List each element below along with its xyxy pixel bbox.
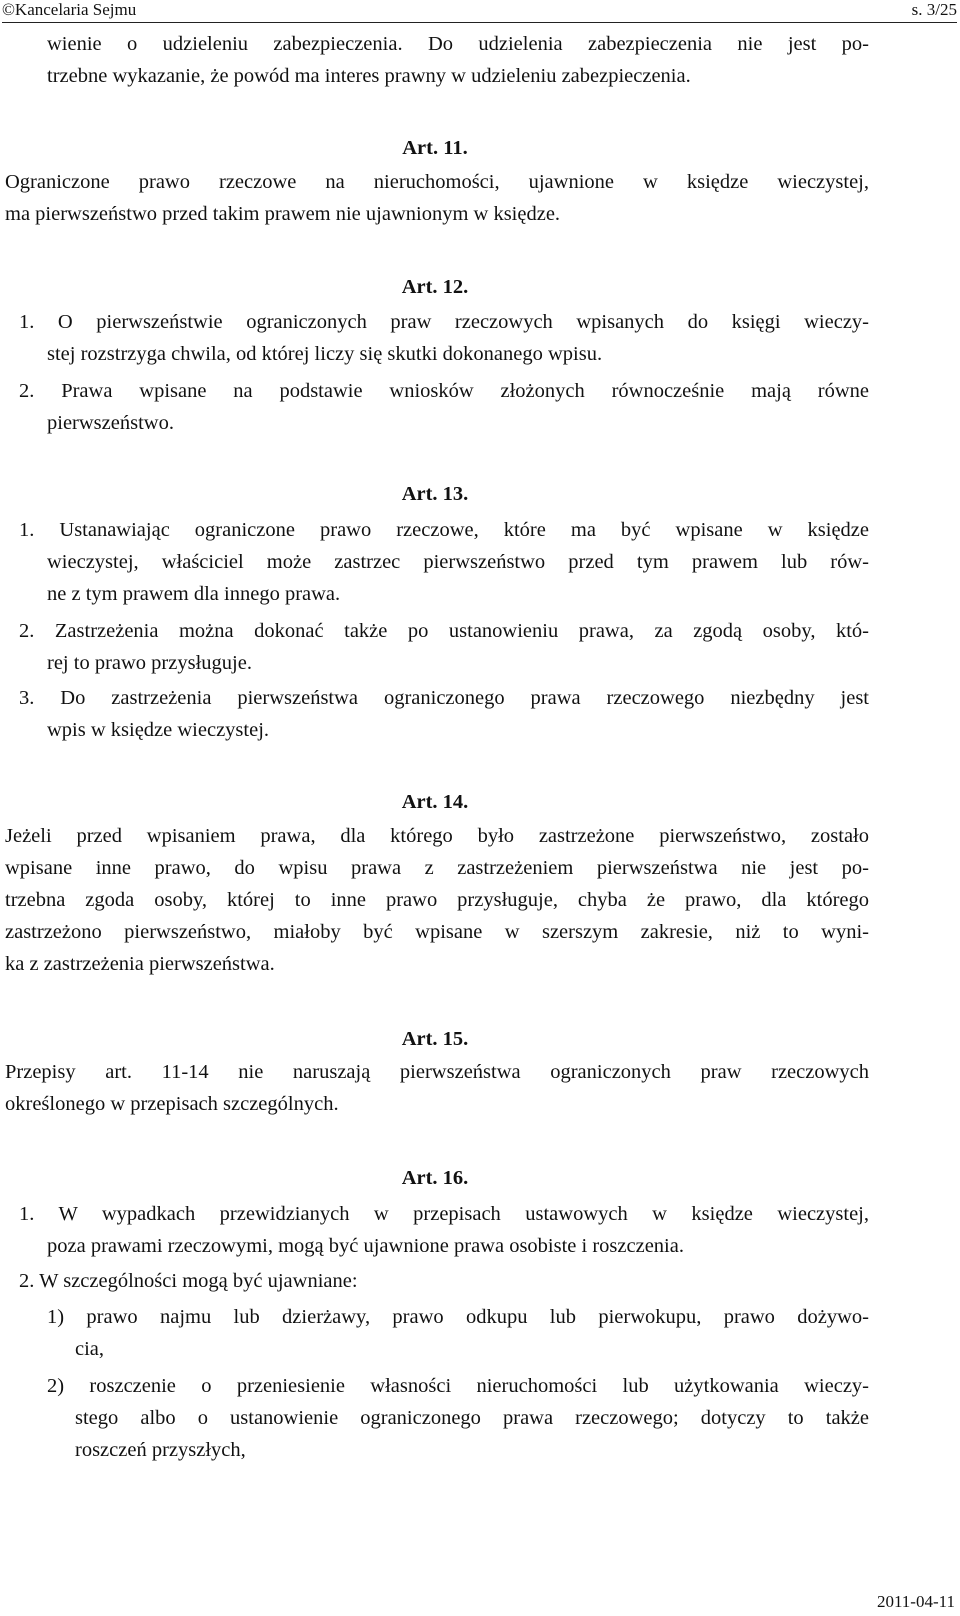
page-header <box>0 0 960 24</box>
article-16-heading: Art. 16. <box>401 1167 469 1189</box>
text-line: poza prawami rzeczowymi, mogą być ujawnione prawa osobiste i roszczenia. <box>47 1235 684 1257</box>
article-11-heading: Art. 11. <box>402 137 468 159</box>
article-13-heading: Art. 13. <box>401 483 469 505</box>
text-line: wpis w księdze wieczystej. <box>47 719 270 741</box>
text-line: 1. Ustanawiając ograniczone prawo rzeczowe, które ma być wpisane w księdze <box>19 519 869 541</box>
publisher-label: ©Kancelaria Sejmu <box>2 0 137 19</box>
text-line: zastrzeżono pierwszeństwo, miałoby być wpisane w szerszym zakresie, niż to wyni- <box>5 921 869 943</box>
article-15-text <box>5 1056 869 1120</box>
text-line: 1. O pierwszeństwie ograniczonych praw rzeczowych wpisanych do księgi wieczy- <box>19 311 869 333</box>
footer-date: 2011-04-11 <box>876 1592 955 1611</box>
text-line: 1. W wypadkach przewidzianych w przepisach ustawowych w księdze wieczystej, <box>19 1203 869 1225</box>
text-line: trzebna zgoda osoby, której to inne prawo przysługuje, chyba że prawo, dla którego <box>5 889 869 911</box>
intro-paragraph <box>5 28 869 92</box>
text-line: 1) prawo najmu lub dzierżawy, prawo odkupu lub pierwokupu, prawo dożywo- <box>47 1306 869 1328</box>
text-line: określonego w przepisach szczególnych. <box>5 1093 339 1115</box>
text-line: cia, <box>75 1338 105 1360</box>
text-line: pierwszeństwo. <box>47 412 174 434</box>
article-12-heading: Art. 12. <box>401 276 469 298</box>
text-line: Ograniczone prawo rzeczowe na nieruchomości, ujawnione w księdze wieczystej, <box>5 171 869 193</box>
text-line: wienie o udzieleniu zabezpieczenia. Do udzielenia zabezpieczenia nie jest po- <box>47 33 869 55</box>
article-13-para-1 <box>19 514 869 610</box>
article-12-para-2 <box>19 375 869 439</box>
article-13-para-3 <box>19 682 869 746</box>
article-14-text <box>5 820 869 980</box>
article-16-para-2 <box>19 1265 869 1297</box>
article-15-heading: Art. 15. <box>401 1028 469 1050</box>
text-line: stej rozstrzyga chwila, od której liczy się skutki dokonanego wpisu. <box>47 343 603 365</box>
text-line: ma pierwszeństwo przed takim prawem nie ujawnionym w księdze. <box>5 203 561 225</box>
article-11-text <box>5 166 869 230</box>
article-12-para-1 <box>19 306 869 370</box>
text-line: 2. Zastrzeżenia można dokonać także po ustanowieniu prawa, za zgodą osoby, któ- <box>19 620 869 642</box>
text-line: trzebne wykazanie, że powód ma interes prawny w udzieleniu zabezpieczenia. <box>47 65 691 87</box>
text-line: ka z zastrzeżenia pierwszeństwa. <box>5 953 275 975</box>
text-line: wieczystej, właściciel może zastrzec pierwszeństwo przed tym prawem lub rów- <box>47 551 869 573</box>
text-line: rej to prawo przysługuje. <box>47 652 252 674</box>
text-line: stego albo o ustanowienie ograniczonego prawa rzeczowego; dotyczy to także <box>75 1407 869 1429</box>
text-line: roszczeń przyszłych, <box>75 1439 246 1461</box>
text-line: 2) roszczenie o przeniesienie własności nieruchomości lub użytkowania wieczy- <box>47 1375 869 1397</box>
article-16-item-2 <box>47 1370 869 1466</box>
article-13-para-2 <box>19 615 869 679</box>
text-line: 2. Prawa wpisane na podstawie wniosków złożonych równocześnie mają równe <box>19 380 869 402</box>
article-14-heading: Art. 14. <box>401 791 469 813</box>
text-line: 3. Do zastrzeżenia pierwszeństwa ograniczonego prawa rzeczowego niezbędny jest <box>19 687 869 709</box>
header-rule <box>2 22 957 23</box>
article-16-item-1 <box>47 1301 869 1365</box>
text-line: Przepisy art. 11-14 nie naruszają pierwszeństwa ograniczonych praw rzeczowych <box>5 1061 869 1083</box>
text-line: ne z tym prawem dla innego prawa. <box>47 583 341 605</box>
text-line: 2. W szczególności mogą być ujawniane: <box>19 1270 358 1292</box>
article-16-para-1 <box>19 1198 869 1262</box>
page-number: s. 3/25 <box>911 0 957 19</box>
text-line: wpisane inne prawo, do wpisu prawa z zastrzeżeniem pierwszeństwa nie jest po- <box>5 857 869 879</box>
text-line: Jeżeli przed wpisaniem prawa, dla którego było zastrzeżone pierwszeństwo, zostało <box>5 825 869 847</box>
